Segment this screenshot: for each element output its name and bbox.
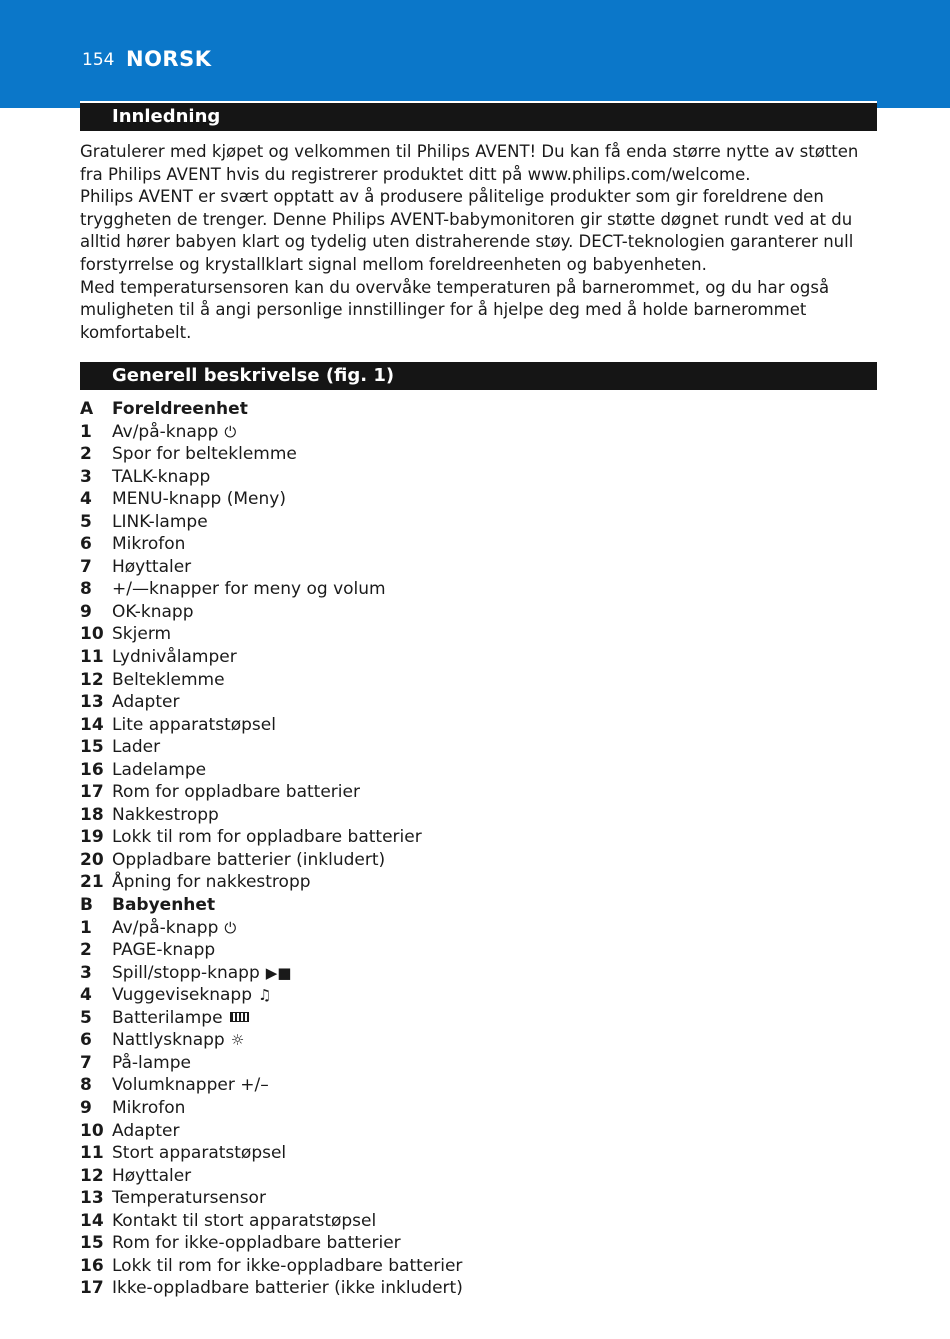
item-label: Åpning for nakkestropp (112, 872, 311, 893)
item-label: Høyttaler (112, 556, 192, 577)
parent-unit-heading (80, 398, 880, 421)
item-label: Av/på-knapp ⏻ (112, 917, 237, 938)
list-item (80, 646, 880, 669)
item-number: 17 (80, 782, 104, 803)
list-item (80, 1255, 880, 1278)
page-number: 154 (82, 50, 115, 70)
intro-paragraph-3: Med temperatursensoren kan du overvåke temperaturen på barnerommet, og du har også muligheten til å angi personlige innstillinger for å hjelpe deg med å holde barnerommet komfortabelt. (80, 277, 830, 342)
item-number: 20 (80, 849, 104, 870)
item-label: TALK-knapp (112, 466, 211, 487)
list-item (80, 1232, 880, 1255)
item-label: Lokk til rom for oppladbare batterier (112, 827, 422, 848)
item-number: 8 (80, 1075, 92, 1096)
section-heading-description-label: Generell beskrivelse (fig. 1) (112, 365, 395, 386)
item-number: 13 (80, 692, 104, 713)
item-number: 11 (80, 647, 104, 668)
item-number: 18 (80, 804, 104, 825)
item-number: 2 (80, 444, 92, 465)
item-label: Nattlysknapp ☼ (112, 1030, 245, 1051)
item-number: 7 (80, 1052, 92, 1073)
section-heading-description (80, 360, 877, 390)
list-item (80, 1142, 880, 1165)
list-item (80, 714, 880, 737)
list-item (80, 1074, 880, 1097)
battery-icon (230, 1012, 249, 1022)
list-item (80, 669, 880, 692)
item-number: 6 (80, 534, 92, 555)
item-label: OK-knapp (112, 601, 194, 622)
section-heading-intro-label: Innledning (112, 106, 221, 127)
item-number: 9 (80, 601, 92, 622)
group-letter: A (80, 399, 94, 419)
group-title: Foreldreenhet (112, 399, 248, 419)
item-label: Adapter (112, 692, 180, 713)
list-item (80, 759, 880, 782)
group-title: Babyenhet (112, 895, 216, 916)
item-label: Oppladbare batterier (inkludert) (112, 849, 386, 870)
list-item (80, 466, 880, 489)
list-item (80, 1277, 880, 1300)
item-label: Ikke-oppladbare batterier (ikke inkludert) (112, 1278, 463, 1299)
item-number: 17 (80, 1278, 104, 1299)
item-label: Nakkestropp (112, 804, 219, 825)
item-number: 3 (80, 962, 92, 983)
list-item (80, 1187, 880, 1210)
item-number: 2 (80, 940, 92, 961)
list-item (80, 962, 880, 985)
list-item (80, 1097, 880, 1120)
list-item (80, 1007, 880, 1030)
item-label: Stort apparatstøpsel (112, 1143, 287, 1164)
item-label: Mikrofon (112, 1097, 186, 1118)
item-number: 3 (80, 466, 92, 487)
intro-text (80, 141, 880, 344)
item-label: Lokk til rom for ikke-oppladbare batterier (112, 1255, 463, 1276)
item-number: 1 (80, 421, 92, 442)
list-item (80, 804, 880, 827)
item-number: 10 (80, 624, 104, 645)
list-item (80, 601, 880, 624)
item-label: Spor for belteklemme (112, 444, 297, 465)
item-label: Lydnivålamper (112, 647, 237, 668)
play-stop-icon: ▶■ (265, 963, 292, 982)
list-item (80, 826, 880, 849)
item-label: Kontakt til stort apparatstøpsel (112, 1210, 377, 1231)
item-number: 14 (80, 714, 104, 735)
intro-paragraph-2: Philips AVENT er svært opptatt av å produsere pålitelige produkter som gir foreldrene den tryggheten de trenger. Denne Philips AVENT-babymonitoren gir støtte døgnet rundt ved at du alltid hører babyen klart og tydelig uten distraherende støy. DECT-teknologien garanterer null forstyrrelse og krystallklart signal mellom foreldreenheten og babyenheten. (80, 187, 854, 274)
list-item (80, 1052, 880, 1075)
item-label: Skjerm (112, 624, 172, 645)
lullaby-icon: ♫ (258, 986, 272, 1005)
list-item (80, 781, 880, 804)
item-number: 7 (80, 556, 92, 577)
item-number: 10 (80, 1120, 104, 1141)
header-banner (0, 0, 950, 108)
list-item (80, 556, 880, 579)
language-title: NORSK (126, 47, 212, 71)
item-number: 11 (80, 1143, 104, 1164)
item-label: Mikrofon (112, 534, 186, 555)
item-number: 5 (80, 1007, 92, 1028)
group-letter: B (80, 895, 93, 916)
item-label: Belteklemme (112, 669, 225, 690)
item-label: Rom for oppladbare batterier (112, 782, 360, 803)
item-number: 16 (80, 1255, 104, 1276)
item-label: Lader (112, 737, 161, 758)
list-item (80, 578, 880, 601)
list-item (80, 871, 880, 894)
item-number: 4 (80, 985, 92, 1006)
item-number: 1 (80, 917, 92, 938)
item-label: Rom for ikke-oppladbare batterier (112, 1233, 401, 1254)
list-item (80, 511, 880, 534)
item-label: Adapter (112, 1120, 180, 1141)
list-item (80, 623, 880, 646)
item-label: Ladelampe (112, 759, 207, 780)
section-heading-intro (80, 101, 877, 131)
item-label: Av/på-knapp ⏻ (112, 421, 237, 442)
item-number: 16 (80, 759, 104, 780)
item-number: 13 (80, 1188, 104, 1209)
item-number: 9 (80, 1097, 92, 1118)
item-label: PAGE-knapp (112, 940, 216, 961)
list-item (80, 849, 880, 872)
item-label: Spill/stopp-knapp ▶■ (112, 962, 292, 983)
list-item (80, 1120, 880, 1143)
item-label: Temperatursensor (112, 1188, 266, 1209)
list-item (80, 1165, 880, 1188)
list-item (80, 533, 880, 556)
list-item (80, 917, 880, 940)
list-item (80, 736, 880, 759)
list-item (80, 1029, 880, 1052)
item-number: 5 (80, 511, 92, 532)
item-number: 14 (80, 1210, 104, 1231)
list-item (80, 984, 880, 1007)
list-item (80, 939, 880, 962)
list-item (80, 421, 880, 444)
item-label: MENU-knapp (Meny) (112, 489, 286, 510)
baby-unit-heading (80, 894, 880, 917)
item-label: På-lampe (112, 1052, 191, 1073)
item-label: LINK-lampe (112, 511, 208, 532)
parts-list (80, 398, 880, 1300)
item-number: 6 (80, 1030, 92, 1051)
item-label: Vuggeviseknapp ♫ (112, 985, 272, 1006)
item-label: +/—knapper for meny og volum (112, 579, 386, 600)
item-number: 12 (80, 669, 104, 690)
item-number: 15 (80, 1233, 104, 1254)
list-item (80, 1210, 880, 1233)
list-item (80, 488, 880, 511)
list-item (80, 691, 880, 714)
power-icon: ⏻ (224, 422, 237, 441)
power-icon: ⏻ (224, 918, 237, 937)
item-number: 15 (80, 737, 104, 758)
nightlight-icon: ☼ (230, 1031, 245, 1050)
item-number: 8 (80, 579, 92, 600)
item-label: Lite apparatstøpsel (112, 714, 276, 735)
item-number: 19 (80, 827, 104, 848)
item-number: 4 (80, 489, 92, 510)
item-label: Volumknapper +/– (112, 1075, 269, 1096)
list-item (80, 443, 880, 466)
item-label: Batterilampe (112, 1007, 249, 1030)
intro-paragraph-1: Gratulerer med kjøpet og velkommen til Philips AVENT! Du kan få enda større nytte av støtten fra Philips AVENT hvis du registrerer produktet ditt på www.philips.com/welcome. (80, 142, 859, 184)
item-number: 12 (80, 1165, 104, 1186)
item-label: Høyttaler (112, 1165, 192, 1186)
item-number: 21 (80, 872, 104, 893)
